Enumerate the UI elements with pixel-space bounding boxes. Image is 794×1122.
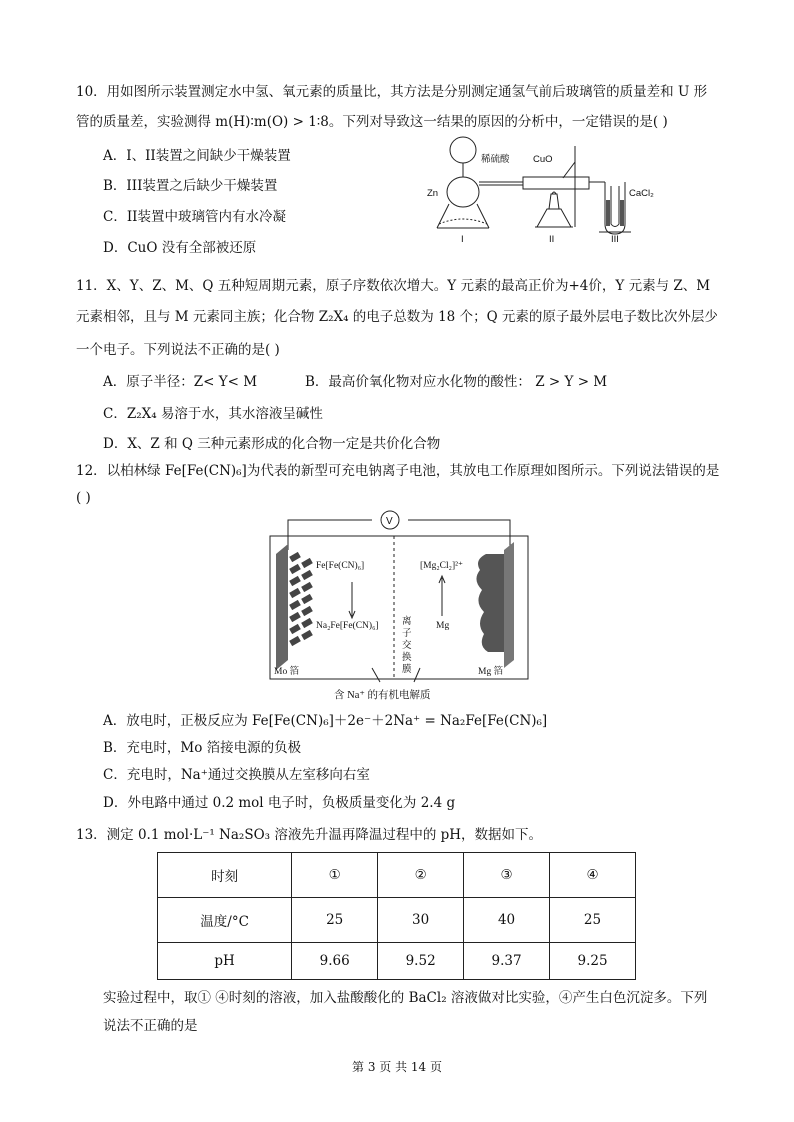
q11-option-a: A．原子半径：Z< Y< M <box>103 374 258 390</box>
q11-line-1: 11．X、Y、Z、M、Q 五种短周期元素，原子序数依次增大。Y 元素的最高正价为+4价，Y 元素与 Z、M <box>76 278 711 294</box>
table-cell: 时刻 <box>158 853 292 898</box>
table-cell: 温度/°C <box>158 897 292 942</box>
left-top-species: Fe[Fe(CN)₆] <box>316 561 365 571</box>
membrane-char-1: 离 <box>402 617 412 627</box>
table-cell: 40 <box>464 897 550 942</box>
q12-option-a: A．放电时，正极反应为 Fe[Fe(CN)₆]＋2e⁻＋2Na⁺ = Na₂Fe[Fe(CN)₆] <box>103 713 548 729</box>
table-cell: ① <box>292 853 378 898</box>
table-row <box>158 942 636 979</box>
q10-option-a: A．I、II装置之间缺少干燥装置 <box>103 148 291 164</box>
q11-option-c: C．Z₂X₄ 易溶于水，其水溶液呈碱性 <box>103 406 323 422</box>
table-cell: 9.52 <box>378 942 464 979</box>
q12-option-c: C．充电时，Na⁺通过交换膜从左室移向右室 <box>103 767 370 783</box>
electrolyte-label: 含 Na⁺ 的有机电解质 <box>334 690 431 701</box>
q11-line-2: 元素相邻，且与 M 元素同主族；化合物 Z₂X₄ 的电子总数为 18 个；Q 元素的原子最外层电子数比次外层少 <box>76 309 718 325</box>
q10-line-1: 10．用如图所示装置测定水中氢、氧元素的质量比，其方法是分别测定通氢气前后玻璃管的质量差和 U 形 <box>76 84 708 100</box>
table-cell: 9.66 <box>292 942 378 979</box>
q10-option-d: D．CuO 没有全部被还原 <box>103 240 257 256</box>
membrane-char-3: 交 <box>402 641 412 651</box>
table-cell: pH <box>158 942 292 979</box>
table-cell: 9.25 <box>550 942 636 979</box>
table-cell: 30 <box>378 897 464 942</box>
stage-i-label: I <box>461 234 464 244</box>
q10-line-2: 管的质量差，实验测得 m(H)∶m(O) > 1∶8。下列对导致这一结果的原因的分析中，一定错误的是( ) <box>76 114 668 130</box>
right-top-species: [Mg₂Cl₂]²⁺ <box>420 561 463 571</box>
membrane-char-5: 膜 <box>402 665 412 675</box>
table-cell: ④ <box>550 853 636 898</box>
q13-after-line-1: 实验过程中，取① ④时刻的溶液，加入盐酸酸化的 BaCl₂ 溶液做对比实验，④产生白色沉淀多。下列 <box>103 990 708 1006</box>
table-row <box>158 853 636 898</box>
stage-ii-label: II <box>549 234 555 244</box>
q11-option-d: D．X、Z 和 Q 三种元素形成的化合物一定是共价化合物 <box>103 436 441 452</box>
cacl2-label: CaCl₂ <box>629 188 654 199</box>
right-bottom-species: Mg <box>436 621 450 631</box>
q12-line-1: 12．以柏林绿 Fe[Fe(CN)₆]为代表的新型可充电钠离子电池，其放电工作原理如图所示。下列说法错误的是 <box>76 463 720 479</box>
stage-iii-label: III <box>611 234 619 244</box>
q12-option-b: B．充电时，Mo 箔接电源的负极 <box>103 740 302 756</box>
q10-apparatus-figure <box>425 132 665 244</box>
ph-data-table <box>157 852 636 980</box>
mg-foil-label: Mg 箔 <box>478 667 504 677</box>
membrane-char-2: 子 <box>402 629 412 639</box>
q11-line-3: 一个电子。下列说法不正确的是( ) <box>76 342 280 358</box>
q10-option-b: B．III装置之后缺少干燥装置 <box>103 178 278 194</box>
table-cell: ② <box>378 853 464 898</box>
q12-line-2: ( ) <box>76 490 91 506</box>
voltmeter-label: V <box>386 516 393 527</box>
q12-option-d: D．外电路中通过 0.2 mol 电子时，负极质量变化为 2.4 g <box>103 795 456 811</box>
table-cell: ③ <box>464 853 550 898</box>
mo-foil-label: Mo 箔 <box>274 667 300 677</box>
membrane-char-4: 换 <box>402 653 412 663</box>
q11-option-b: B．最高价氧化物对应水化物的酸性： Z > Y > M <box>305 374 608 390</box>
page-footer: 第 3 页 共 14 页 <box>352 1060 442 1074</box>
cuo-label: CuO <box>533 154 553 165</box>
table-cell: 9.37 <box>464 942 550 979</box>
table-cell: 25 <box>292 897 378 942</box>
table-row <box>158 897 636 942</box>
q13-after-line-2: 说法不正确的是 <box>103 1018 198 1034</box>
acid-label: 稀硫酸 <box>481 154 510 165</box>
q10-option-c: C．II装置中玻璃管内有水冷凝 <box>103 209 286 225</box>
q13-line-1: 13．测定 0.1 mol·L⁻¹ Na₂SO₃ 溶液先升温再降温过程中的 pH，数据如下。 <box>76 827 543 843</box>
left-bottom-species: Na₂Fe[Fe(CN)₆] <box>316 621 379 631</box>
zn-label: Zn <box>427 188 439 199</box>
table-cell: 25 <box>550 897 636 942</box>
q12-battery-figure <box>268 510 530 705</box>
